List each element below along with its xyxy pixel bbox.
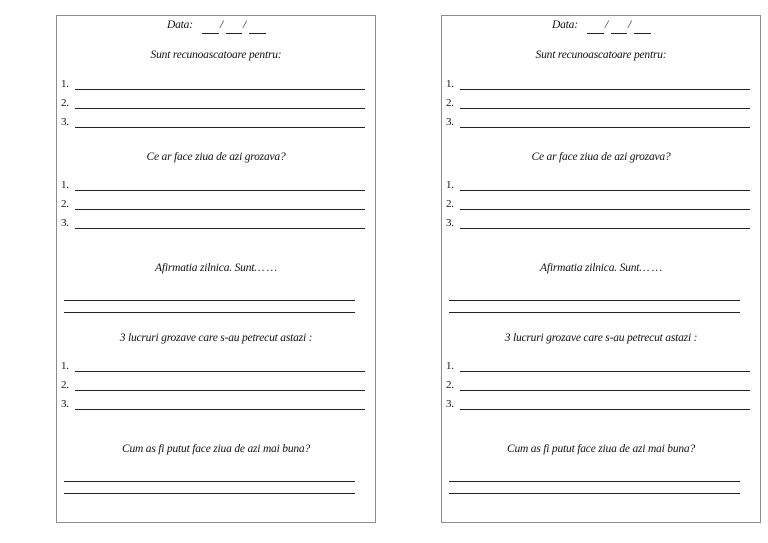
write-line [460, 89, 750, 90]
list-number: 2. [61, 198, 69, 210]
write-line [449, 481, 740, 482]
section-heading-three-things: 3 lucruri grozave care s-au petrecut astazi : [119, 332, 313, 344]
list-number: 1. [61, 360, 69, 372]
section-heading-great-day: Ce ar face ziua de azi grozava? [531, 151, 671, 163]
write-line [64, 493, 355, 494]
date-separator: / [605, 19, 608, 31]
list-number: 2. [446, 198, 454, 210]
write-line [460, 108, 750, 109]
list-number: 2. [446, 97, 454, 109]
list-number: 3. [446, 217, 454, 229]
list-number: 1. [446, 360, 454, 372]
date-month-blank [226, 33, 242, 34]
date-separator: / [628, 19, 631, 31]
date-month-blank [611, 33, 627, 34]
write-line [75, 127, 365, 128]
section-heading-gratitude: Sunt recunoascatoare pentru: [535, 49, 667, 61]
write-line [460, 127, 750, 128]
write-line [460, 390, 750, 391]
section-heading-great-day: Ce ar face ziua de azi grozava? [146, 151, 286, 163]
write-line [460, 209, 750, 210]
date-separator: / [243, 19, 246, 31]
list-number: 1. [61, 78, 69, 90]
date-label: Data: [552, 19, 578, 31]
list-number: 3. [61, 116, 69, 128]
write-line [449, 300, 740, 301]
section-heading-affirmation: Afirmatia zilnica. Sunt… … [155, 262, 277, 274]
write-line [460, 409, 750, 410]
list-number: 3. [446, 116, 454, 128]
date-day-blank [587, 33, 604, 34]
list-number: 1. [446, 78, 454, 90]
section-heading-gratitude: Sunt recunoascatoare pentru: [150, 49, 282, 61]
list-number: 1. [446, 179, 454, 191]
write-line [75, 108, 365, 109]
write-line [75, 190, 365, 191]
write-line [75, 409, 365, 410]
list-number: 1. [61, 179, 69, 191]
list-number: 3. [61, 217, 69, 229]
write-line [460, 228, 750, 229]
list-number: 2. [61, 97, 69, 109]
list-number: 3. [446, 398, 454, 410]
list-number: 2. [446, 379, 454, 391]
write-line [75, 89, 365, 90]
section-heading-better-day: Cum as fi putut face ziua de azi mai buna? [121, 443, 311, 455]
journal-card-left [56, 15, 376, 523]
write-line [460, 371, 750, 372]
write-line [449, 493, 740, 494]
write-line [75, 228, 365, 229]
write-line [460, 190, 750, 191]
date-separator: / [220, 19, 223, 31]
write-line [64, 312, 355, 313]
write-line [75, 209, 365, 210]
write-line [449, 312, 740, 313]
date-day-blank [202, 33, 219, 34]
section-heading-better-day: Cum as fi putut face ziua de azi mai buna? [506, 443, 696, 455]
date-year-blank [249, 33, 266, 34]
write-line [64, 481, 355, 482]
list-number: 3. [61, 398, 69, 410]
list-number: 2. [61, 379, 69, 391]
section-heading-three-things: 3 lucruri grozave care s-au petrecut astazi : [504, 332, 698, 344]
write-line [75, 390, 365, 391]
date-year-blank [634, 33, 651, 34]
section-heading-affirmation: Afirmatia zilnica. Sunt… … [540, 262, 662, 274]
journal-card-right [441, 15, 761, 523]
write-line [75, 371, 365, 372]
write-line [64, 300, 355, 301]
date-label: Data: [167, 19, 193, 31]
